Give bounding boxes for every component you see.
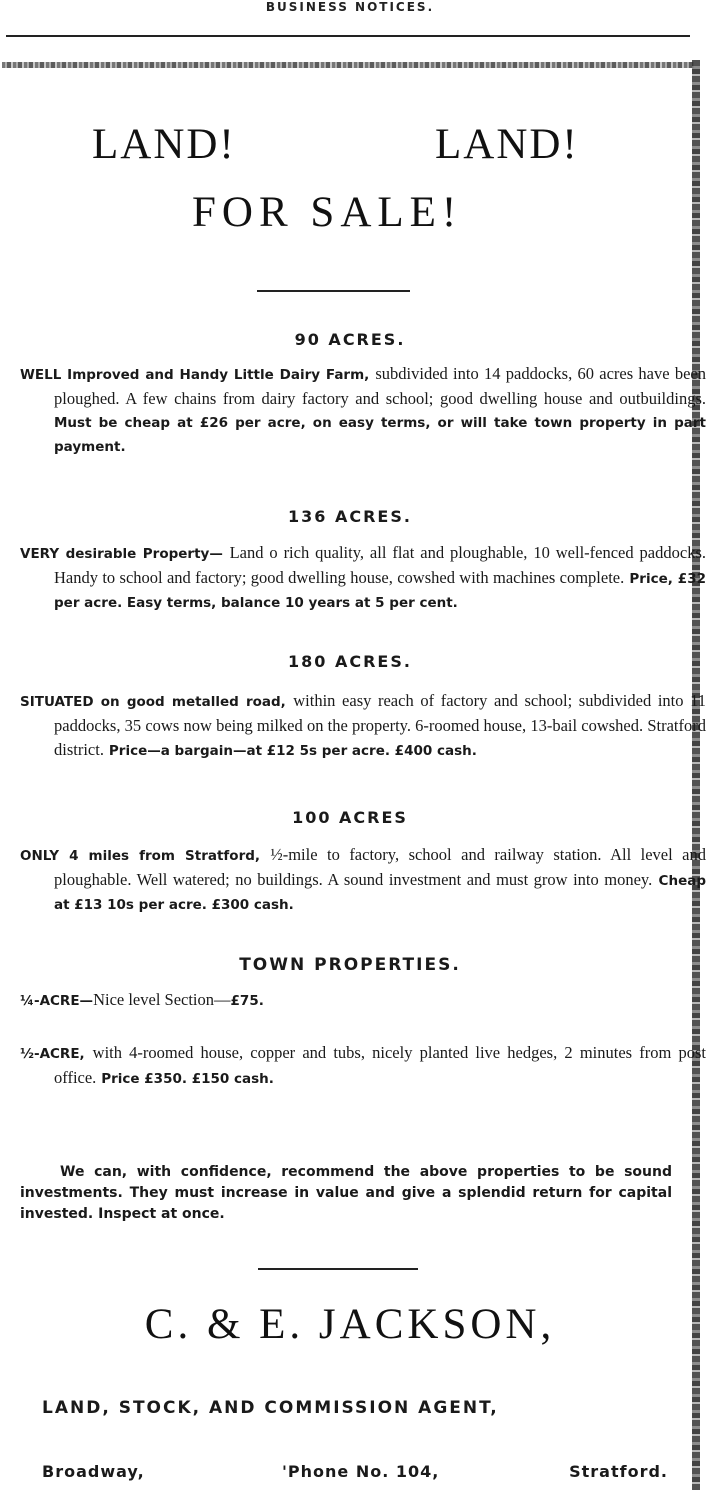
listing-lead: SITUATED on good metalled road, (20, 694, 286, 710)
listing-heading: 180 ACRES. (288, 652, 412, 671)
listing-price: Must be cheap at £26 per acre, on easy terms, or will take town property in part payment. (54, 415, 706, 455)
town-heading: TOWN PROPERTIES. (239, 955, 461, 975)
town-lead: ½-ACRE, (20, 1046, 85, 1062)
column-edge (692, 60, 700, 1490)
town-item (20, 988, 706, 1013)
listing-heading: 100 ACRES (292, 808, 408, 827)
town-lead: ¼-ACRE— (20, 993, 94, 1009)
closing-paragraph: We can, with confidence, recommend the above properties to be sound investments. They must increase in value and give a splendid return for capital invested. Inspect at once. (20, 1164, 672, 1222)
title-land-right: LAND! (435, 121, 579, 168)
title-land-left: LAND! (92, 121, 236, 168)
listing-price: Price—a bargain—at £12 5s per acre. £400 cash. (108, 743, 477, 759)
town-body: with 4-roomed house, copper and tubs, nicely planted live hedges, 2 minutes from post office. (54, 1043, 706, 1087)
listing-price: Price, £32 per acre. Easy terms, balance 10 years at 5 per cent. (54, 571, 706, 611)
address-phone: 'Phone No. 104, (282, 1462, 440, 1481)
border-rule (2, 62, 694, 68)
listing-text (20, 843, 706, 917)
listing-body: subdivided into 14 paddocks, 60 acres have been ploughed. A few chains from dairy factory and school; good dwelling house and outbuildings. (54, 364, 706, 408)
listing-lead: ONLY 4 miles from Stratford, (20, 848, 261, 864)
listing-price: Cheap at £13 10s per acre. £300 cash. (54, 873, 706, 913)
listing-heading: 90 ACRES. (294, 330, 406, 349)
listing-body: within easy reach of factory and school; subdivided into 11 paddocks, 35 cows now being milked on the property. 6-roomed house, 13-bail cowshed. Stratford district. (54, 691, 706, 759)
listing-text (20, 362, 706, 459)
town-item (20, 1041, 706, 1091)
address-town: Stratford. (569, 1462, 668, 1481)
listing-text (20, 689, 706, 763)
listing-body: Land o rich quality, all flat and ploughable, 10 well-fenced paddocks. Handy to school and factory; good dwelling house, cowshed with machines complete. (54, 543, 706, 587)
town-price: £75. (230, 993, 264, 1009)
listing-body: ½-mile to factory, school and railway station. All level and ploughable. Well watered; no buildings. A sound investment and must grow into money. (54, 845, 706, 889)
address-street: Broadway, (42, 1462, 145, 1481)
listing-text (20, 541, 706, 615)
divider (258, 1268, 418, 1270)
company-name: C. & E. JACKSON, (144, 1301, 556, 1348)
divider (257, 290, 410, 292)
town-body: Nice level Section— (93, 990, 231, 1009)
listing-heading: 136 ACRES. (288, 507, 412, 526)
header-rule (6, 35, 690, 37)
town-price: Price £350. £150 cash. (101, 1071, 274, 1087)
listing-lead: VERY desirable Property— (20, 546, 223, 562)
agent-description: LAND, STOCK, AND COMMISSION AGENT, (42, 1398, 499, 1418)
section-header: BUSINESS NOTICES. (265, 0, 435, 14)
title-for-sale: FOR SALE! (192, 189, 463, 236)
listing-lead: WELL Improved and Handy Little Dairy Farm, (20, 367, 370, 383)
